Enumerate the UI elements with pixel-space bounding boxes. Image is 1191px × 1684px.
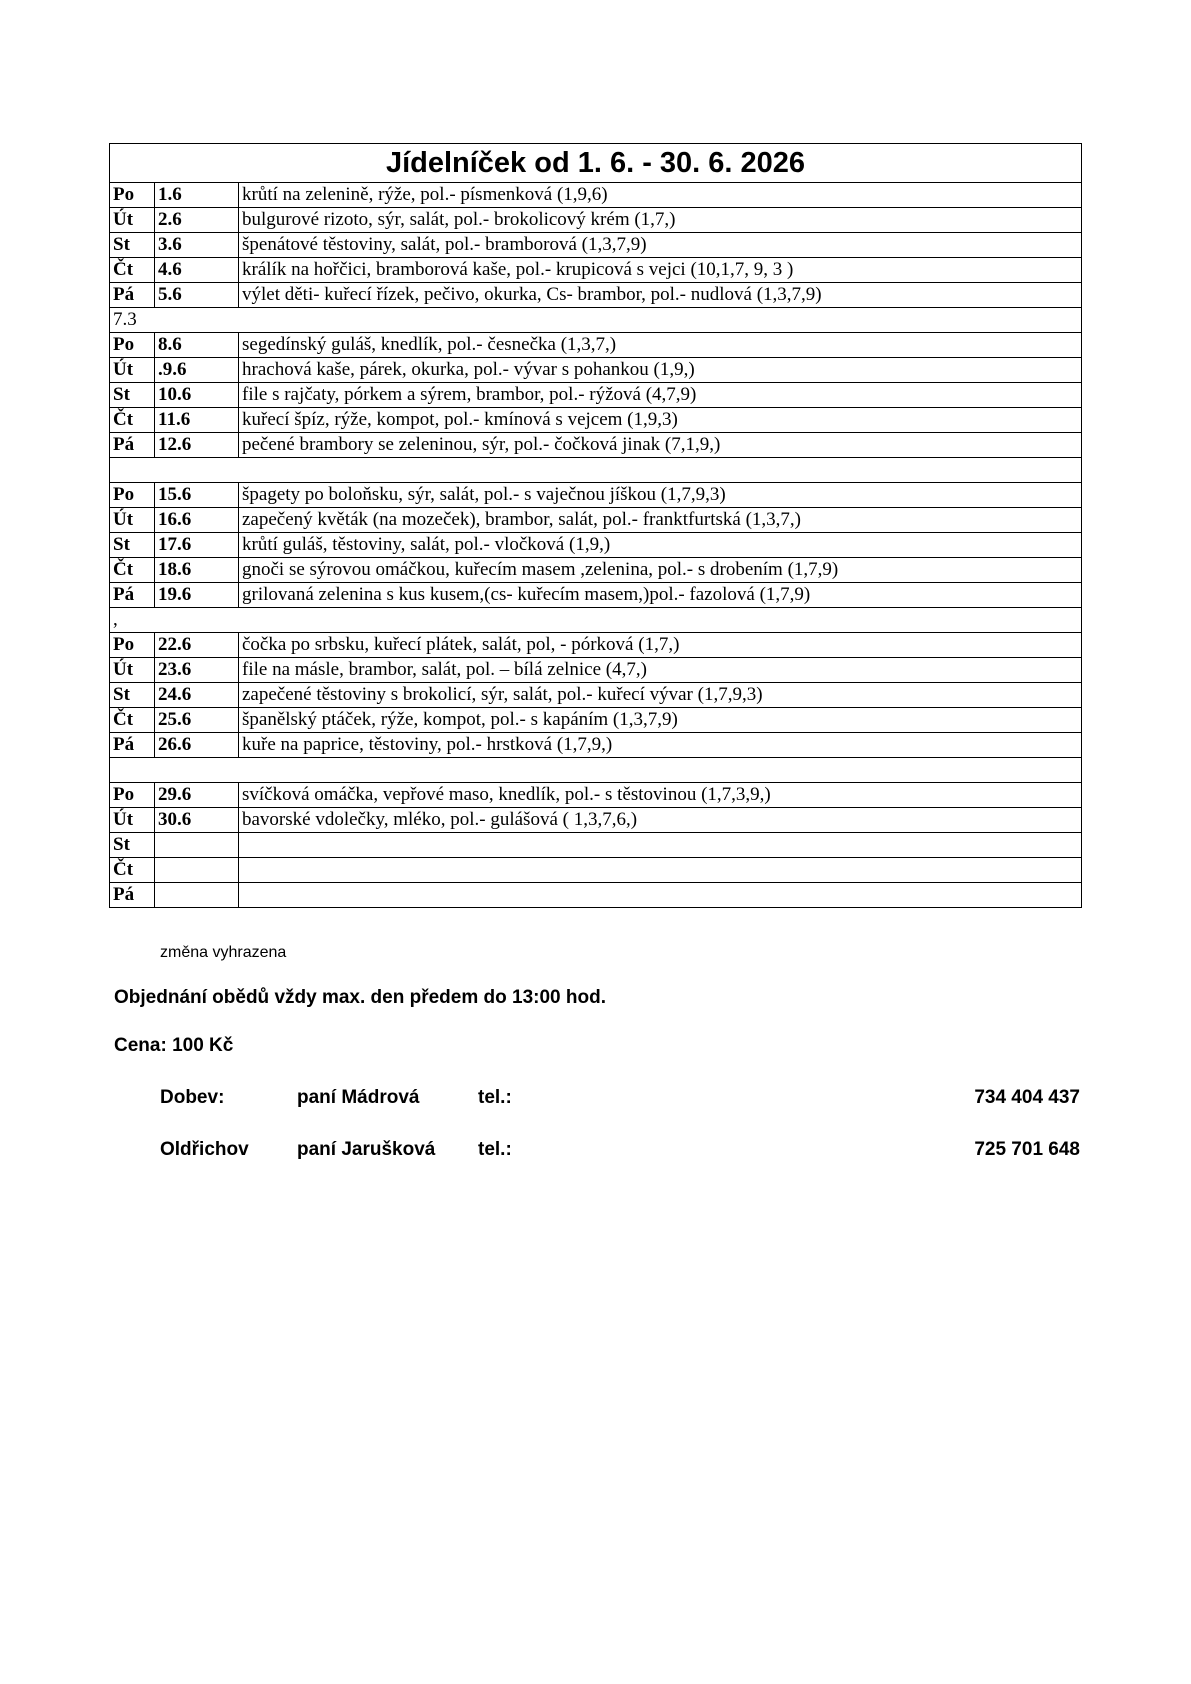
menu-row [110,558,1082,583]
date-cell: 17.6 [155,533,239,558]
separator-cell: , [110,608,1082,633]
meal-cell: zapečené těstoviny s brokolicí, sýr, salát, pol.- kuřecí vývar (1,7,9,3) [239,683,1082,708]
meal-cell: zapečený květák (na mozeček), brambor, salát, pol.- franktfurtská (1,3,7,) [239,508,1082,533]
day-cell: Pá [110,583,155,608]
day-cell: St [110,683,155,708]
change-note: změna vyhrazena [160,944,287,961]
menu-table [109,143,1082,908]
contact-person: paní Jarušková [297,1139,436,1160]
date-cell: 16.6 [155,508,239,533]
day-cell: Čt [110,708,155,733]
date-cell: 1.6 [155,183,239,208]
meal-cell: bulgurové rizoto, sýr, salát, pol.- brokolicový krém (1,7,) [239,208,1082,233]
contact-place: Oldřichov [160,1139,249,1160]
date-cell: 25.6 [155,708,239,733]
menu-row [110,583,1082,608]
date-cell: 22.6 [155,633,239,658]
date-cell: 10.6 [155,383,239,408]
date-cell: 24.6 [155,683,239,708]
menu-row [110,483,1082,508]
meal-cell: špagety po boloňsku, sýr, salát, pol.- s vaječnou jíškou (1,7,9,3) [239,483,1082,508]
date-cell: 18.6 [155,558,239,583]
date-cell: .9.6 [155,358,239,383]
date-cell: 2.6 [155,208,239,233]
menu-row [110,783,1082,808]
day-cell: Út [110,208,155,233]
day-cell: St [110,383,155,408]
price-info: Cena: 100 Kč [114,1035,234,1056]
menu-row [110,333,1082,358]
day-cell: Čt [110,558,155,583]
meal-cell: čočka po srbsku, kuřecí plátek, salát, pol, - pórková (1,7,) [239,633,1082,658]
day-cell: Út [110,808,155,833]
contact-person: paní Mádrová [297,1087,420,1108]
menu-row [110,283,1082,308]
menu-row [110,183,1082,208]
date-cell: 26.6 [155,733,239,758]
meal-cell: kuře na paprice, těstoviny, pol.- hrstková (1,7,9,) [239,733,1082,758]
menu-row [110,358,1082,383]
meal-cell: grilovaná zelenina s kus kusem,(cs- kuřecím masem,)pol.- fazolová (1,7,9) [239,583,1082,608]
day-cell: Po [110,333,155,358]
meal-cell: kuřecí špíz, rýže, kompot, pol.- kmínová s vejcem (1,9,3) [239,408,1082,433]
meal-cell: file na másle, brambor, salát, pol. – bílá zelnice (4,7,) [239,658,1082,683]
meal-cell [239,883,1082,908]
menu-row [110,808,1082,833]
day-cell: Po [110,633,155,658]
day-cell: Čt [110,408,155,433]
date-cell: 29.6 [155,783,239,808]
day-cell: Pá [110,433,155,458]
menu-row [110,633,1082,658]
menu-row [110,833,1082,858]
date-cell: 15.6 [155,483,239,508]
meal-cell: krůtí guláš, těstoviny, salát, pol.- vločková (1,9,) [239,533,1082,558]
order-info: Objednání obědů vždy max. den předem do 13:00 hod. [114,987,606,1008]
menu-row [110,508,1082,533]
menu-row [110,258,1082,283]
date-cell: 4.6 [155,258,239,283]
date-cell: 30.6 [155,808,239,833]
separator-row [110,458,1082,483]
day-cell: Pá [110,283,155,308]
date-cell: 5.6 [155,283,239,308]
date-cell: 19.6 [155,583,239,608]
menu-row [110,733,1082,758]
menu-row [110,383,1082,408]
meal-cell [239,858,1082,883]
meal-cell [239,833,1082,858]
day-cell: Čt [110,858,155,883]
menu-row [110,208,1082,233]
menu-row [110,433,1082,458]
meal-cell: hrachová kaše, párek, okurka, pol.- vývar s pohankou (1,9,) [239,358,1082,383]
meal-cell: výlet děti- kuřecí řízek, pečivo, okurka, Cs- brambor, pol.- nudlová (1,3,7,9) [239,283,1082,308]
separator-row [110,608,1082,633]
menu-row [110,533,1082,558]
day-cell: St [110,533,155,558]
meal-cell: špenátové těstoviny, salát, pol.- bramborová (1,3,7,9) [239,233,1082,258]
day-cell: Čt [110,258,155,283]
date-cell: 23.6 [155,658,239,683]
day-cell: Pá [110,733,155,758]
date-cell: 8.6 [155,333,239,358]
day-cell: Út [110,658,155,683]
meal-cell: segedínský guláš, knedlík, pol.- česnečka (1,3,7,) [239,333,1082,358]
day-cell: Po [110,183,155,208]
separator-cell [110,458,1082,483]
separator-row [110,308,1082,333]
separator-row [110,758,1082,783]
meal-cell: file s rajčaty, pórkem a sýrem, brambor, pol.- rýžová (4,7,9) [239,383,1082,408]
contact-tel-label: tel.: [478,1087,512,1108]
day-cell: Po [110,783,155,808]
date-cell: 11.6 [155,408,239,433]
menu-row [110,408,1082,433]
day-cell: St [110,233,155,258]
meal-cell: pečené brambory se zeleninou, sýr, pol.- čočková jinak (7,1,9,) [239,433,1082,458]
day-cell: Po [110,483,155,508]
day-cell: St [110,833,155,858]
meal-cell: krůtí na zelenině, rýže, pol.- písmenková (1,9,6) [239,183,1082,208]
contact-tel-label: tel.: [478,1139,512,1160]
meal-cell: svíčková omáčka, vepřové maso, knedlík, pol.- s těstovinou (1,7,3,9,) [239,783,1082,808]
meal-cell: španělský ptáček, rýže, kompot, pol.- s kapáním (1,3,7,9) [239,708,1082,733]
day-cell: Út [110,358,155,383]
menu-body [110,183,1082,908]
menu-title: Jídelníček od 1. 6. - 30. 6. 2026 [110,144,1082,183]
menu-row [110,883,1082,908]
menu-row [110,233,1082,258]
menu-row [110,658,1082,683]
date-cell: 12.6 [155,433,239,458]
date-cell [155,858,239,883]
contact-phone: 734 404 437 [974,1087,1080,1108]
menu-row [110,858,1082,883]
contact-phone: 725 701 648 [974,1139,1080,1160]
date-cell [155,833,239,858]
separator-cell [110,758,1082,783]
menu-row [110,683,1082,708]
meal-cell: gnoči se sýrovou omáčkou, kuřecím masem ,zelenina, pol.- s drobením (1,7,9) [239,558,1082,583]
contact-place: Dobev: [160,1087,225,1108]
meal-cell: králík na hořčici, bramborová kaše, pol.- krupicová s vejci (10,1,7, 9, 3 ) [239,258,1082,283]
day-cell: Pá [110,883,155,908]
menu-row [110,708,1082,733]
title-row [110,144,1082,183]
date-cell [155,883,239,908]
meal-cell: bavorské vdolečky, mléko, pol.- gulášová ( 1,3,7,6,) [239,808,1082,833]
day-cell: Út [110,508,155,533]
separator-cell: 7.3 [110,308,1082,333]
date-cell: 3.6 [155,233,239,258]
